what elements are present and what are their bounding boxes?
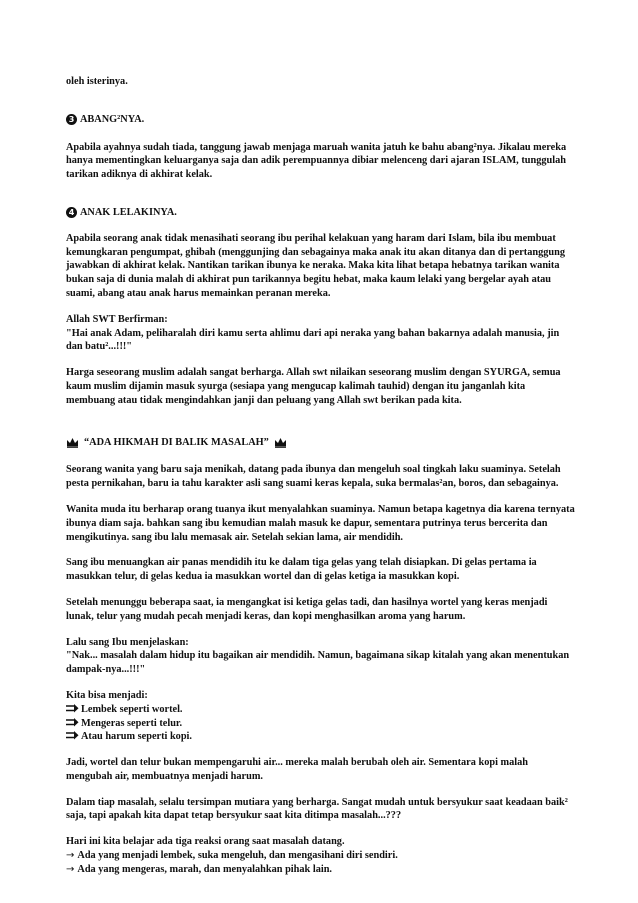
story-paragraph-3: Sang ibu menuangkan air panas mendidih itu ke dalam tiga gelas yang telah disiapkan. Di gelas pertama ia masukkan telur, di gelas kedua ia masukkan wortel dan di gelas ketiga ia masukkan kopi. — [66, 557, 537, 583]
story-paragraph-4: Setelah menunggu beberapa saat, ia mengangkat isi ketiga gelas tadi, dan hasilnya wortel yang keras menjadi lunak, telur yang mudah pecah menjadi keras, dan kopi menghasilkan aroma yang harum. — [66, 596, 548, 622]
reactions-summary — [66, 835, 576, 876]
summary-intro: Hari ini kita belajar ada tiga reaksi orang saat masalah datang. — [66, 836, 345, 848]
continuation-line: oleh isterinya. — [66, 76, 128, 87]
right-arrow-icon: → — [66, 850, 75, 862]
circled-number-4-icon: 4 — [66, 207, 77, 218]
quote-block — [66, 313, 576, 354]
circled-number-3-icon: 3 — [66, 114, 77, 125]
list-item — [66, 717, 576, 731]
document-page — [66, 60, 576, 877]
explanation-quote: "Nak... masalah dalam hidup itu bagaikan air mendidih. Namun, bagaimana sikap kitalah yang akan menentukan dampak-nya...!!!" — [66, 650, 570, 676]
list-intro: Kita bisa menjadi: — [66, 689, 148, 701]
story-paragraph-6: Jadi, wortel dan telur bukan mempengaruhi air... mereka malah berubah oleh air. Sementara kopi malah mengubah air, membuatnya menjadi harum. — [66, 757, 528, 782]
double-arrow-icon — [66, 704, 79, 713]
section-4-closing: Harga seseorang muslim adalah sangat berharga. Allah swt nilaikan seseorang muslim dengan SYURGA, semua kaum muslim dijamin masuk syurga (sesiapa yang mengucap kalimah tauhid) dengan itu janganlah kita membuang atau tidak mengindahkan janji dan peluang yang Allah swt berikan pada kita. — [66, 367, 561, 406]
arrow-item-text: Ada yang mengeras, marah, dan menyalahkan pihak lain. — [77, 863, 333, 875]
section-4-paragraph: Apabila seorang anak tidak menasihati seorang ibu perihal kelakuan yang haram dari Islam, bila ibu membuat kemungkaran pengumpat, ghibah (menggunjing dan sebagainya maka anak itu akan ditanya dan di pertanggung jawabkan di akhirat kelak. Nantikan tarikan ibunya ke neraka. Maka kita lihat betapa hebatnya tarikan wanita bukan saja di dunia malah di akhirat pun tarikannya begitu hebat, maka kaum lelaki yang bergelar ayah atau suami, abang atau anak harus memainkan peranan mereka. — [66, 232, 565, 299]
section-4-title: ANAK LELAKINYA. — [80, 206, 177, 218]
list-item-text: Mengeras seperti telur. — [81, 717, 183, 729]
list-item — [66, 703, 576, 717]
story-paragraph-1: Seorang wanita yang baru saja menikah, datang pada ibunya dan mengeluh soal tingkah laku suaminya. Setelah pesta pernikahan, baru ia tahu karakter asli sang suami keras kepala, suka bermalas²an, boros, dan sebagainya. — [66, 464, 561, 490]
mother-explanation — [66, 636, 576, 677]
arrow-item — [66, 863, 576, 877]
reaction-list — [66, 689, 576, 744]
section-3-title: ABANG²NYA. — [80, 113, 145, 125]
story-title: “ADA HIKMAH DI BALIK MASALAH” — [84, 436, 269, 448]
crown-icon — [66, 437, 79, 448]
story-paragraph-2: Wanita muda itu berharap orang tuanya ikut menyalahkan suaminya. Namun betapa kagetnya dia karena ternyata ibunya diam saja. bahkan sang ibu kemudian malah masuk ke dapur, sementara putrinya terus bercerita dan mengikutinya. sang ibu lalu memasak air. Setelah sekian lama, air mendidih. — [66, 503, 575, 543]
story-paragraph-7: Dalam tiap masalah, selalu tersimpan mutiara yang berharga. Sangat mudah untuk bersyukur saat keadaan baik² saja, tapi apakah kita dapat tetap bersyukur saat kita ditimpa masalah...??? — [66, 796, 568, 822]
arrow-item-text: Ada yang menjadi lembek, suka mengeluh, dan mengasihani diri sendiri. — [77, 850, 398, 862]
quote-text: "Hai anak Adam, peliharalah diri kamu serta ahlimu dari api neraka yang bahan bakarnya adalah manusia, jin dan batu²...!!!" — [66, 327, 560, 353]
crown-icon — [274, 437, 287, 448]
list-item-text: Lembek seperti wortel. — [81, 703, 183, 715]
arrow-item — [66, 849, 576, 863]
right-arrow-icon: → — [66, 863, 75, 875]
story-title-row — [66, 436, 576, 450]
double-arrow-icon — [66, 718, 79, 727]
double-arrow-icon — [66, 731, 79, 740]
section-3-heading — [66, 113, 576, 127]
list-item — [66, 730, 576, 744]
list-item-text: Atau harum seperti kopi. — [81, 731, 192, 743]
section-4-heading — [66, 206, 576, 220]
explanation-intro: Lalu sang Ibu menjelaskan: — [66, 636, 189, 648]
quote-intro: Allah SWT Berfirman: — [66, 313, 168, 325]
section-3-paragraph: Apabila ayahnya sudah tiada, tanggung jawab menjaga maruah wanita jatuh ke bahu abang²nya. Jikalau mereka hanya mementingkan keluarganya saja dan adik perempuannya dibiar melenceng dari ajaran ISLAM, tunggulah tarikan adiknya di akhirat kelak. — [66, 141, 567, 181]
